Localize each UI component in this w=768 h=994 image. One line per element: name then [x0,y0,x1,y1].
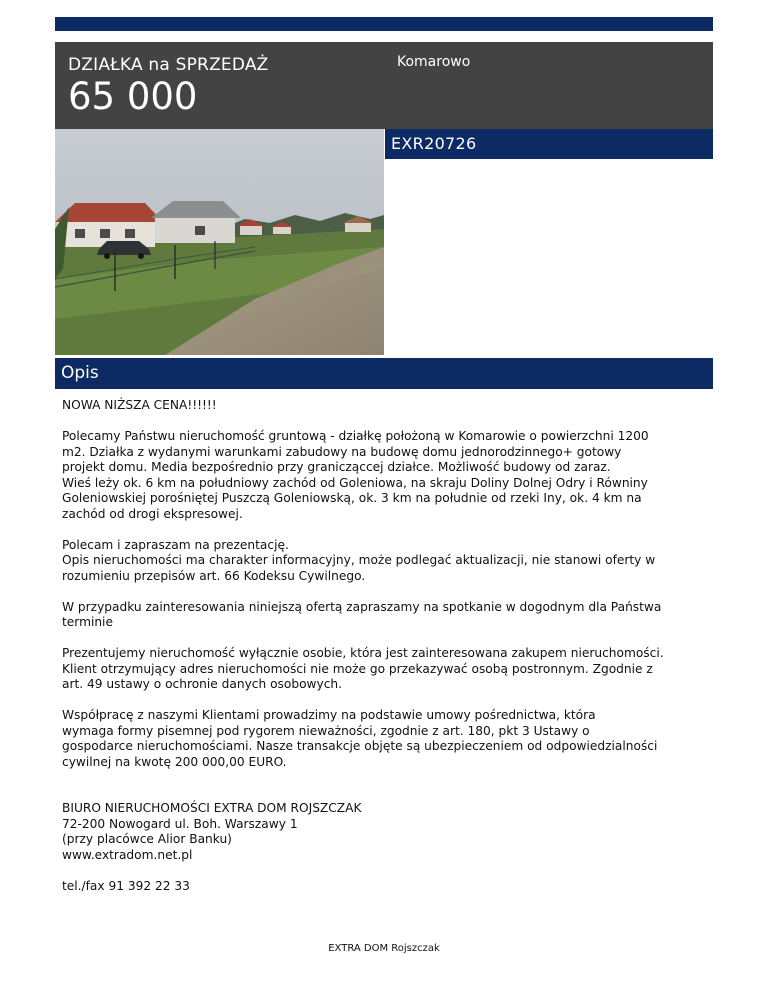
description-paragraph [62,708,710,770]
desc-line: Opis nieruchomości ma charakter informacyjny, może podlegać aktualizacji, nie stanowi oferty w [62,553,656,567]
top-accent-bar [55,17,713,31]
desc-line: Wieś leży ok. 6 km na południowy zachód od Goleniowa, na skraju Doliny Dolnej Odry i Równiny [62,475,648,490]
agency-phone: tel./fax 91 392 22 33 [62,878,190,893]
property-type: DZIAŁKA na SPRZEDAŻ [68,55,269,75]
desc-line: Prezentujemy nieruchomość wyłącznie osobie, która jest zainteresowana zakupem nieruchomości. [62,646,664,660]
desc-line: zachód od drogi ekspresowej. [62,506,243,521]
description [62,398,710,910]
desc-line: Goleniowskiej porośniętej Puszczą Goleniowską, ok. 3 km na południe od rzeki Iny, ok. 4 km na [62,491,642,505]
desc-line: wymaga formy pisemnej pod rygorem nieważności, zgodnie z art. 180, pkt 3 Ustawy o [62,723,590,738]
desc-line: Klient otrzymujący adres nieruchomości nie może go przekazywać osobą postronnym. Zgodnie z [62,661,653,676]
desc-line: gospodarce nieruchomościami. Nasze transakcje objęte są ubezpieczeniem od odpowiedzialności [62,739,658,753]
agency-name: BIURO NIERUCHOMOŚCI EXTRA DOM ROJSZCZAK [62,801,362,815]
page-footer: EXTRA DOM Rojszczak [328,943,440,954]
property-photo [55,129,384,355]
description-paragraph [62,429,710,522]
desc-line: cywilnej na kwotę 200 000,00 EURO. [62,754,287,769]
section-title: Opis [61,363,99,383]
agency-website: www.extradom.net.pl [62,847,193,862]
listing-header [55,42,713,129]
agency-phone-block [62,879,710,895]
desc-line: Współpracę z naszymi Klientami prowadzimy na podstawie umowy pośrednictwa, która [62,708,596,722]
desc-line: m2. Działka z wydanymi warunkami zabudowy na budowę domu jednorodzinnego+ gotowy [62,444,622,459]
desc-line: rozumieniu przepisów art. 66 Kodeksu Cywilnego. [62,568,366,583]
property-city: Komarowo [397,54,471,70]
listing-ref-bar [385,129,713,159]
listing-ref: EXR20726 [391,134,477,153]
description-paragraph [62,538,710,585]
description-paragraph [62,600,710,631]
description-paragraph [62,398,710,414]
agency-note: (przy placówce Alior Banku) [62,832,232,846]
desc-line: Polecamy Państwu nieruchomość gruntową - działkę położoną w Komarowie o powierzchni 1200 [62,429,649,443]
desc-line: terminie [62,615,113,629]
description-paragraph [62,646,710,693]
desc-line: W przypadku zainteresowania niniejszą ofertą zapraszamy na spotkanie w dogodnym dla Państwa [62,599,662,614]
agency-contact [62,801,710,863]
desc-line: Polecam i zapraszam na prezentację. [62,537,289,552]
desc-line: art. 49 ustawy o ochronie danych osobowych. [62,677,343,691]
desc-line: projekt domu. Media bezpośrednio przy granicząccej działce. Możliwość budowy od zaraz. [62,460,611,474]
section-header-opis [55,358,713,389]
desc-line: NOWA NIŻSZA CENA!!!!!! [62,398,217,412]
property-price: 65 000 [68,75,198,118]
agency-address: 72-200 Nowogard ul. Boh. Warszawy 1 [62,816,298,831]
